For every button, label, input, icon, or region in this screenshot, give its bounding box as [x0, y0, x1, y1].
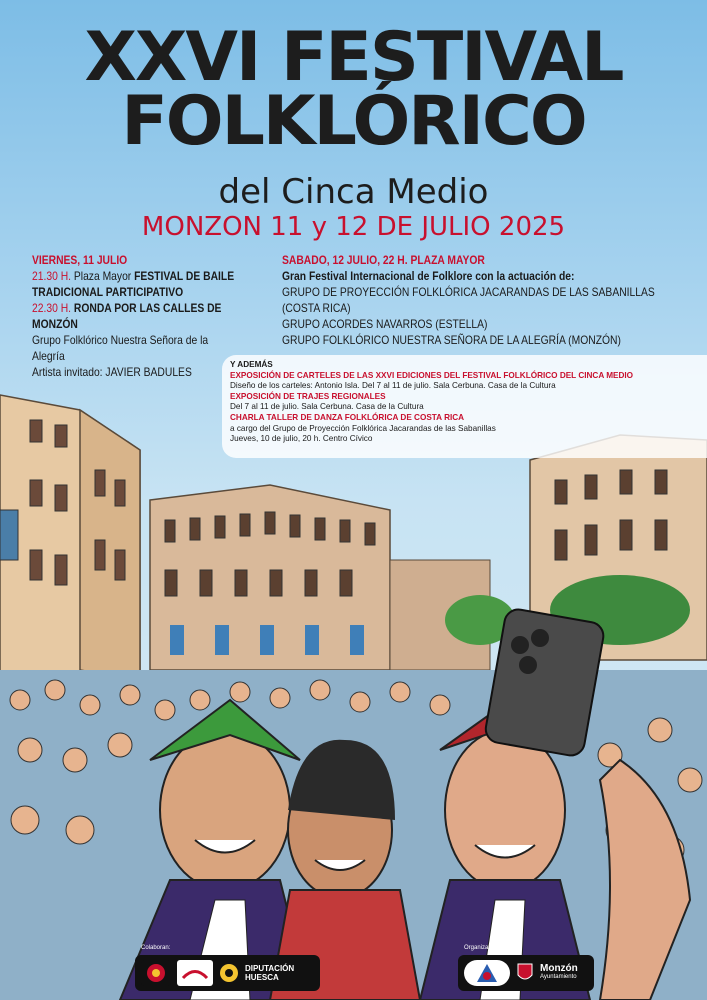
friday-event-1: [32, 268, 243, 284]
costumes-title: EXPOSICIÓN DE TRAJES REGIONALES: [230, 391, 386, 401]
talk-info-1: a cargo del Grupo de Proyección Folklórica Jacarandas de las Sabanillas: [230, 423, 496, 433]
federation-icon: [145, 962, 167, 984]
collaborators-label: Colaboran:: [141, 945, 171, 951]
federation-logo: [141, 960, 171, 986]
friday-program: [32, 252, 243, 380]
partner-icon: [180, 963, 210, 983]
collaborators-bar: [135, 945, 320, 991]
exhibition-info: Diseño de los carteles: Antonio Isla. Del 7 al 11 de julio. Sala Cerbuna. Casa de la Cultura: [230, 381, 556, 391]
partner-logo: [177, 960, 213, 986]
talk-title: CHARLA TALLER DE DANZA FOLKLÓRICA DE COSTA RICA: [230, 412, 465, 422]
saturday-intro: Gran Festival Internacional de Folklore con la actuación de:: [282, 269, 575, 283]
friday-event-2-title: RONDA POR LAS CALLES DE MONZÓN: [32, 301, 222, 331]
diputacion-name: DIPUTACIÓN: [245, 964, 295, 973]
monzon-name: Monzón: [540, 963, 578, 974]
saturday-header: SABADO, 12 JULIO, 22 H. PLAZA MAYOR: [282, 253, 485, 267]
saturday-group-3: GRUPO FOLKLÓRICO NUESTRA SEÑORA DE LA ALEGRÍA (MONZÓN): [282, 333, 621, 347]
friday-event-1-title-2: TRADICIONAL PARTICIPATIVO: [32, 285, 184, 299]
monzon-text: [540, 964, 578, 982]
town-square-illustration: [0, 380, 707, 1000]
title-line-1: XXVI FESTIVAL: [84, 18, 623, 97]
monzon-shield: [516, 960, 534, 986]
event-dates: MONZON 11 y 12 DE JULIO 2025: [141, 212, 566, 242]
friday-time-2: 22.30 H.: [32, 301, 72, 315]
diputacion-logo: [219, 960, 239, 986]
extras-heading: Y ADEMÁS: [230, 360, 273, 369]
saturday-program: [282, 252, 686, 348]
organizers-bar: [458, 945, 594, 991]
extras-box: [222, 355, 707, 458]
friday-time-1: 21.30 H.: [32, 269, 72, 283]
huesca-name: HUESCA: [245, 973, 279, 982]
friday-header: VIERNES, 11 JULIO: [32, 253, 128, 267]
shield-icon: [517, 963, 533, 983]
friday-place-1: Plaza Mayor: [71, 269, 135, 283]
saturday-group-2: GRUPO ACORDES NAVARROS (ESTELLA): [282, 317, 488, 331]
friday-group: Grupo Folklórico Nuestra Señora de la Alegría: [32, 333, 209, 363]
saturday-group-1: GRUPO DE PROYECCIÓN FOLKLÓRICA JACARANDAS DE LAS SABANILLAS (COSTA RICA): [282, 285, 655, 315]
friday-event-2: [32, 300, 243, 332]
costumes-info: Del 7 al 11 de julio. Sala Cerbuna. Casa de la Cultura: [230, 402, 424, 412]
title-line-2: FOLKLÓRICO: [121, 82, 586, 161]
subtitle: del Cinca Medio: [218, 172, 489, 212]
festival-logo: [464, 960, 510, 986]
diputacion-text: [245, 964, 294, 982]
friday-event-1-title: FESTIVAL DE BAILE: [134, 269, 235, 283]
diputacion-icon: [219, 963, 239, 983]
organizers-label: Organizan:: [464, 945, 494, 951]
exhibition-title: EXPOSICIÓN DE CARTELES DE LAS XXVI EDICIONES DEL FESTIVAL FOLKLÓRICO DEL CINCA MEDIO: [230, 370, 634, 380]
talk-info-2: Jueves, 10 de julio, 20 h. Centro Cívico: [230, 434, 373, 444]
friday-artist: Artista invitado: JAVIER BADULES: [32, 365, 192, 379]
ayuntamiento-name: Ayuntamiento: [540, 974, 577, 980]
festival-icon: [475, 962, 499, 984]
